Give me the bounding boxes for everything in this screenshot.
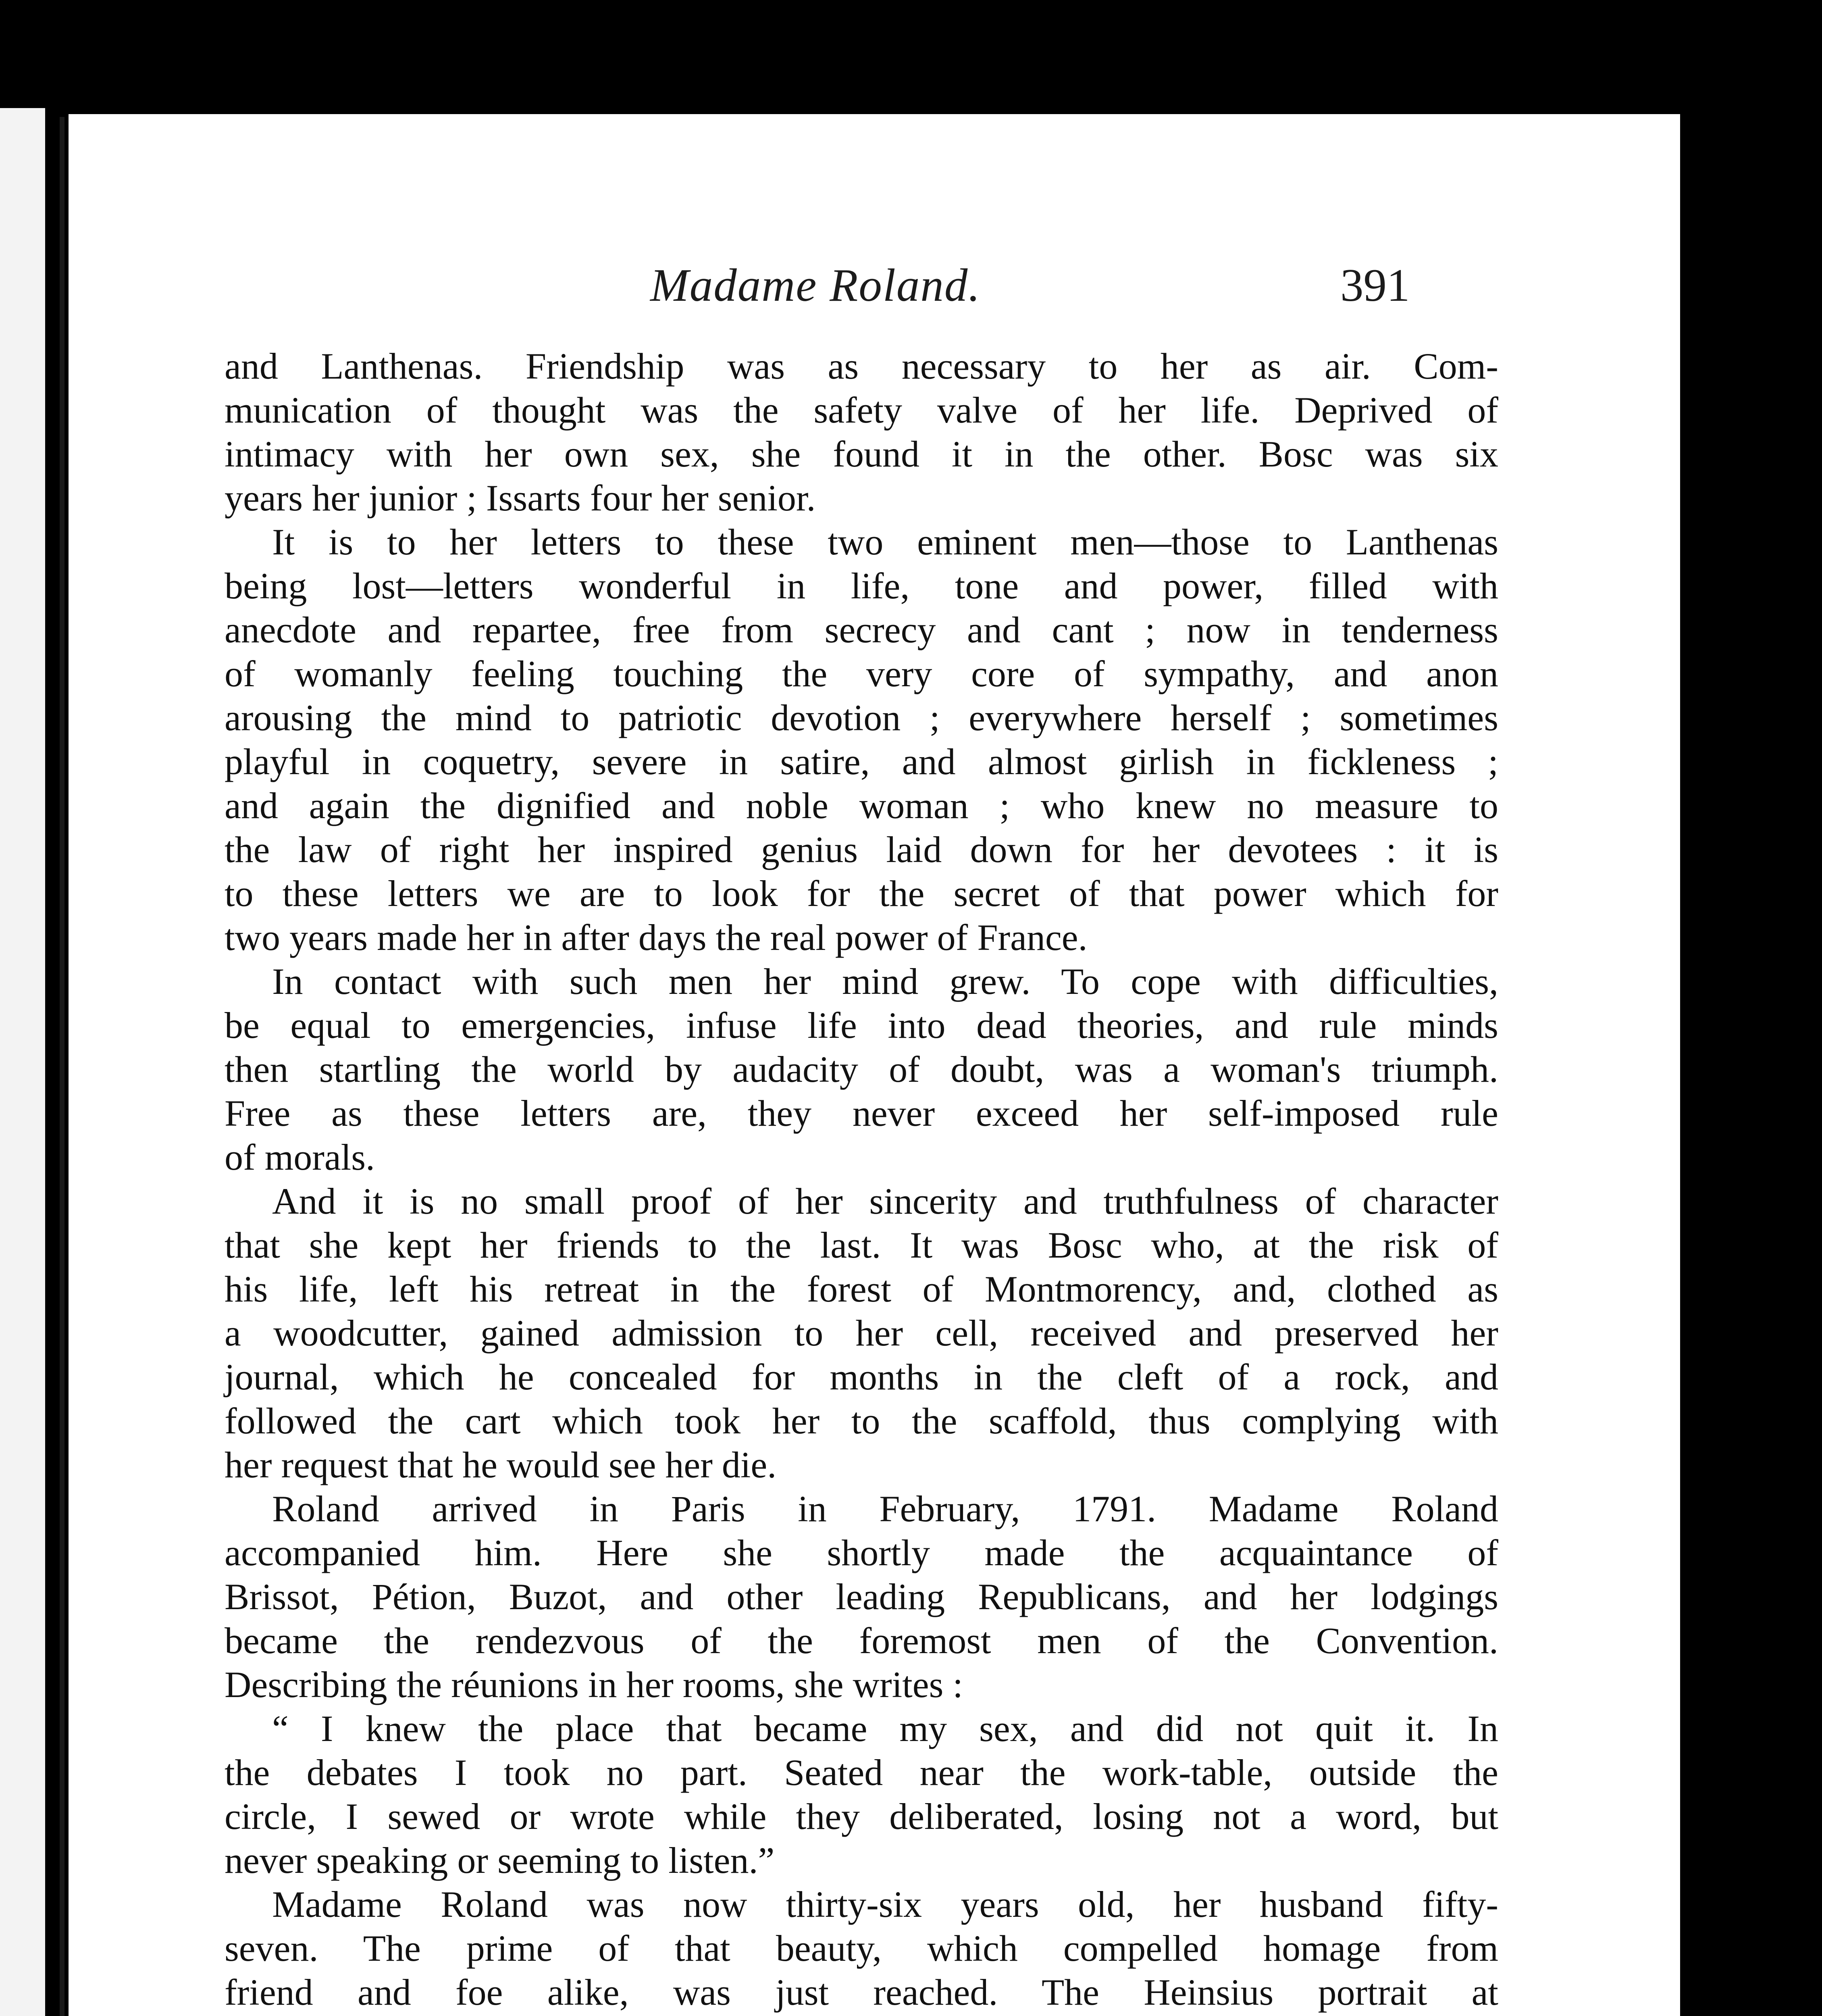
text-line: “ I knew the place that became my sex, and did not quit it. In [272, 1708, 1498, 1749]
text-line: her request that he would see her die. [225, 1444, 777, 1485]
text-line: the debates I took no part. Seated near the work-table, outside the [225, 1752, 1498, 1793]
paragraph [225, 1487, 1498, 1707]
text-line: being lost—letters wonderful in life, tone and power, filled with [225, 565, 1498, 606]
paragraph [225, 1707, 1498, 1883]
book-spine-shadow [60, 117, 64, 2016]
text-line: arousing the mind to patriotic devotion ; everywhere herself ; sometimes [225, 697, 1498, 738]
text-line: munication of thought was the safety valve of her life. Deprived of [225, 389, 1498, 431]
text-line: journal, which he concealed for months in the cleft of a rock, and [225, 1356, 1498, 1397]
body-text [225, 344, 1498, 2016]
paragraph [225, 1179, 1498, 1487]
running-head-title: Madame Roland. [650, 260, 981, 311]
text-line: followed the cart which took her to the scaffold, thus complying with [225, 1400, 1498, 1441]
text-line: of morals. [225, 1137, 375, 1178]
text-line: friend and foe alike, was just reached. The Heinsius portrait at [225, 1972, 1498, 2013]
text-line: then startling the world by audacity of doubt, was a woman's triumph. [225, 1049, 1498, 1090]
text-line: and Lanthenas. Friendship was as necessary to her as air. Com- [225, 346, 1498, 387]
text-line: the law of right her inspired genius laid down for her devotees : it is [225, 829, 1498, 870]
text-line: Describing the réunions in her rooms, she writes : [225, 1664, 963, 1705]
adjacent-page-edge [0, 108, 45, 2016]
text-line: In contact with such men her mind grew. To cope with difficulties, [272, 961, 1498, 1002]
text-line: playful in coquetry, severe in satire, and almost girlish in fickleness ; [225, 741, 1498, 782]
text-line: seven. The prime of that beauty, which compelled homage from [225, 1928, 1498, 1969]
text-line: two years made her in after days the real power of France. [225, 917, 1088, 958]
text-line: anecdote and repartee, free from secrecy and cant ; now in tenderness [225, 609, 1498, 650]
text-line: Roland arrived in Paris in February, 1791. Madame Roland [272, 1488, 1498, 1529]
text-line: accompanied him. Here she shortly made the acquaintance of [225, 1532, 1498, 1573]
text-line: became the rendezvous of the foremost men of the Convention. [225, 1620, 1498, 1661]
text-line: Brissot, Pétion, Buzot, and other leading Republicans, and her lodgings [225, 1576, 1498, 1617]
paragraph [225, 344, 1498, 520]
paragraph [225, 520, 1498, 960]
text-line: a woodcutter, gained admission to her cell, received and preserved her [225, 1312, 1498, 1354]
text-line: intimacy with her own sex, she found it in the other. Bosc was six [225, 433, 1498, 475]
text-line: that she kept her friends to the last. It was Bosc who, at the risk of [225, 1225, 1498, 1266]
running-head [69, 259, 1680, 339]
page-number: 391 [1340, 260, 1410, 311]
text-line: never speaking or seeming to listen.” [225, 1840, 775, 1881]
text-line [225, 2014, 1498, 2016]
text-line: and again the dignified and noble woman ; who knew no measure to [225, 785, 1498, 826]
paragraph [225, 1883, 1498, 2016]
text-line: to these letters we are to look for the secret of that power which for [225, 873, 1498, 914]
text-line: of womanly feeling touching the very core of sympathy, and anon [225, 653, 1498, 694]
text-line: his life, left his retreat in the forest of Montmorency, and, clothed as [225, 1268, 1498, 1310]
text-line: Free as these letters are, they never exceed her self-imposed rule [225, 1093, 1498, 1134]
text-line: be equal to emergencies, infuse life into dead theories, and rule minds [225, 1005, 1498, 1046]
text-line: It is to her letters to these two eminent men—those to Lanthenas [272, 521, 1498, 562]
paragraph [225, 960, 1498, 1179]
text-line: Madame Roland was now thirty-six years old, her husband fifty- [272, 1884, 1498, 1925]
book-page [69, 114, 1680, 2016]
text-line: And it is no small proof of her sincerity and truthfulness of character [272, 1181, 1498, 1222]
text-line: circle, I sewed or wrote while they deliberated, losing not a word, but [225, 1796, 1498, 1837]
text-line: years her junior ; Issarts four her senior. [225, 477, 816, 519]
